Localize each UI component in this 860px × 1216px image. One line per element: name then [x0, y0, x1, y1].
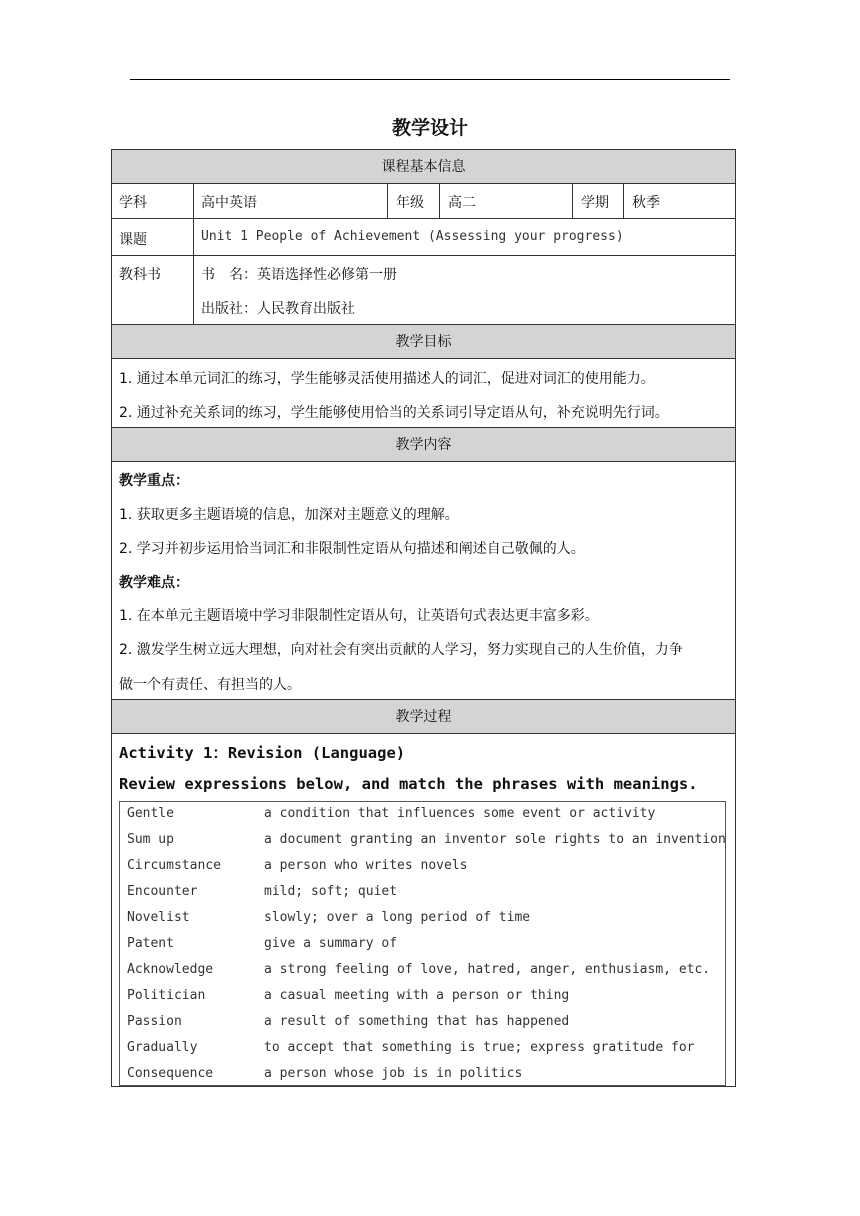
vocabulary-row	[127, 988, 722, 1014]
difficult-point-item: 做一个有责任、有担当的人。	[119, 677, 301, 693]
vocabulary-word: Gradually	[127, 1040, 198, 1055]
vocabulary-meaning: to accept that something is true; express gratitude for	[264, 1040, 695, 1055]
activity-title: Activity 1：Revision (Language)	[119, 744, 406, 762]
document-title: 教学设计	[391, 117, 468, 139]
vocabulary-row	[127, 884, 722, 910]
difficult-point-item: 1. 在本单元主题语境中学习非限制性定语从句，让英语句式表达更丰富多彩。	[119, 608, 599, 624]
column-divider	[439, 184, 440, 218]
textbook-label: 教科书	[119, 267, 161, 283]
column-divider	[623, 184, 624, 218]
term-label: 学期	[581, 195, 609, 211]
column-divider	[387, 184, 388, 218]
key-point-item: 2. 学习并初步运用恰当词汇和非限制性定语从句描述和阐述自己敬佩的人。	[119, 541, 585, 557]
vocabulary-word: Patent	[127, 936, 174, 951]
vocabulary-row	[127, 936, 722, 962]
vocabulary-meaning: mild; soft; quiet	[264, 884, 398, 899]
key-points-heading: 教学重点：	[119, 473, 189, 489]
vocabulary-meaning: slowly; over a long period of time	[264, 910, 531, 925]
subject-label: 学科	[119, 195, 147, 211]
topic-label: 课题	[119, 232, 147, 248]
objective-item: 2. 通过补充关系词的练习，学生能够使用恰当的关系词引导定语从句，补充说明先行词。	[119, 405, 669, 421]
vocabulary-row	[127, 910, 722, 936]
grade-label: 年级	[396, 195, 424, 211]
section-content: 教学内容	[111, 427, 736, 462]
vocabulary-word: Passion	[127, 1014, 182, 1029]
vocabulary-word: Circumstance	[127, 858, 221, 873]
section-objectives: 教学目标	[111, 324, 736, 359]
vocabulary-meaning: a casual meeting with a person or thing	[264, 988, 570, 1003]
vocabulary-word: Sum up	[127, 832, 174, 847]
vocabulary-row	[127, 1066, 722, 1092]
vocabulary-meaning: a person who writes novels	[264, 858, 468, 873]
grade-value: 高二	[448, 195, 476, 211]
vocabulary-word: Acknowledge	[127, 962, 214, 977]
vocabulary-row	[127, 962, 722, 988]
objective-item: 1. 通过本单元词汇的练习，学生能够灵活使用描述人的词汇，促进对词汇的使用能力。	[119, 371, 655, 387]
vocabulary-meaning: a strong feeling of love, hatred, anger, enthusiasm, etc.	[264, 962, 711, 977]
difficult-points-heading: 教学难点：	[119, 575, 189, 591]
section-process: 教学过程	[111, 699, 736, 734]
row-divider	[111, 218, 736, 219]
activity-instruction: Review expressions below, and match the phrases with meanings.	[119, 775, 698, 793]
vocabulary-row	[127, 858, 722, 884]
vocabulary-word: Politician	[127, 988, 206, 1003]
column-divider	[193, 184, 194, 324]
vocabulary-meaning: a condition that influences some event or activity	[264, 806, 656, 821]
vocabulary-meaning: a result of something that has happened	[264, 1014, 570, 1029]
vocabulary-word: Gentle	[127, 806, 174, 821]
vocabulary-meaning: a document granting an inventor sole rights to an invention	[264, 832, 726, 847]
vocabulary-row	[127, 1040, 722, 1066]
vocabulary-meaning: give a summary of	[264, 936, 398, 951]
textbook-name: 书 名：英语选择性必修第一册	[201, 267, 397, 283]
vocabulary-meaning: a person whose job is in politics	[264, 1066, 523, 1081]
vocabulary-row	[127, 1014, 722, 1040]
row-divider	[111, 255, 736, 256]
vocabulary-word: Novelist	[127, 910, 190, 925]
vocabulary-row	[127, 806, 722, 832]
subject-value: 高中英语	[201, 195, 257, 211]
section-basic-info: 课程基本信息	[111, 149, 736, 184]
vocabulary-row	[127, 832, 726, 858]
topic-value: Unit 1 People of Achievement (Assessing your progress)	[201, 229, 624, 244]
vocabulary-word: Consequence	[127, 1066, 214, 1081]
difficult-point-item: 2. 激发学生树立远大理想，向对社会有突出贡献的人学习，努力实现自己的人生价值，力争	[119, 642, 683, 658]
header-rule	[130, 79, 730, 80]
term-value: 秋季	[632, 195, 660, 211]
column-divider	[572, 184, 573, 218]
textbook-publisher: 出版社：人民教育出版社	[201, 301, 355, 317]
vocabulary-word: Encounter	[127, 884, 198, 899]
key-point-item: 1. 获取更多主题语境的信息，加深对主题意义的理解。	[119, 507, 459, 523]
